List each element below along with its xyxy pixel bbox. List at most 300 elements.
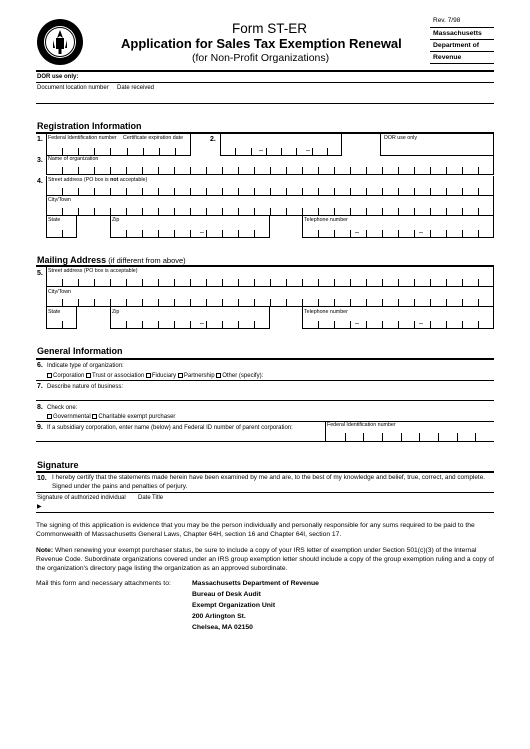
- cell-divider: [158, 230, 159, 238]
- cell-divider: [62, 299, 63, 307]
- cell-divider: [446, 230, 447, 238]
- cell-divider: [174, 188, 175, 196]
- option-fiduciary[interactable]: Fiduciary: [146, 373, 176, 379]
- cell-divider: [270, 188, 271, 196]
- cell-divider: [110, 208, 111, 216]
- cell-divider: [478, 167, 479, 175]
- cell-divider: [222, 230, 223, 238]
- address-line-2: Bureau of Desk Audit: [192, 591, 261, 598]
- cell-divider: [302, 299, 303, 307]
- dash: –: [419, 229, 423, 236]
- cell-divider: [62, 188, 63, 196]
- cell-divider: [318, 279, 319, 287]
- option-other[interactable]: Other (specify):: [216, 373, 263, 379]
- cell-divider: [142, 167, 143, 175]
- cell-divider: [206, 299, 207, 307]
- cell-divider: [414, 299, 415, 307]
- cell-divider: [175, 148, 176, 156]
- cell-divider: [430, 299, 431, 307]
- dash: –: [259, 147, 263, 154]
- mailing-state-label: State: [48, 309, 61, 315]
- cell-divider: [382, 321, 383, 329]
- cell-divider: [222, 208, 223, 216]
- cell-divider: [398, 188, 399, 196]
- cell-divider: [110, 299, 111, 307]
- item-3-number: 3.: [37, 157, 43, 164]
- cell-divider: [158, 299, 159, 307]
- cell-divider: [366, 230, 367, 238]
- cell-divider: [174, 230, 175, 238]
- dept-rule-bottom: [430, 63, 494, 64]
- cell-divider: [414, 321, 415, 329]
- item-5-number: 5.: [37, 270, 43, 277]
- cell-divider: [126, 299, 127, 307]
- cell-divider: [334, 299, 335, 307]
- cell-divider: [318, 321, 319, 329]
- cell-divider: [94, 299, 95, 307]
- sig-bottom-rule: [36, 512, 494, 513]
- cert-exp-label: Certificate expiration date: [123, 135, 184, 141]
- date-received-label: Date received: [117, 85, 155, 91]
- cell-divider: [206, 167, 207, 175]
- state-seal: [36, 18, 84, 66]
- cell-divider: [206, 279, 207, 287]
- cell-divider: [382, 279, 383, 287]
- q9-rule: [36, 441, 494, 442]
- q7-rule: [36, 400, 494, 401]
- cell-divider: [62, 279, 63, 287]
- form-number: Form ST-ER: [232, 21, 308, 36]
- certification-text: I hereby certify that the statements made herein have been examined by me and are, to the best of my knowledge and belief, true, correct, and complete. Signed under the pains and penalties of perjury.: [52, 474, 486, 490]
- cell-divider: [174, 279, 175, 287]
- cell-divider: [478, 321, 479, 329]
- q9-label: If a subsidiary corporation, enter name (below) and Federal ID number of parent corporation:: [47, 425, 293, 431]
- cell-divider: [281, 148, 282, 156]
- cell-divider: [430, 208, 431, 216]
- cell-divider: [334, 230, 335, 238]
- cell-divider: [270, 208, 271, 216]
- cell-divider: [78, 167, 79, 175]
- cell-divider: [110, 167, 111, 175]
- mailing-city-label: City/Town: [48, 289, 71, 295]
- cell-divider: [254, 167, 255, 175]
- cell-divider: [254, 230, 255, 238]
- sign-here-arrow-icon: ▶: [37, 504, 42, 510]
- cell-divider: [270, 299, 271, 307]
- cell-divider: [334, 188, 335, 196]
- signature-field[interactable]: [46, 502, 494, 511]
- signature-title: Signature: [37, 460, 79, 470]
- cell-divider: [296, 148, 297, 156]
- org-name-label: Name of organization: [48, 156, 99, 162]
- mail-intro: Mail this form and necessary attachments to:: [36, 580, 171, 587]
- cell-divider: [62, 230, 63, 238]
- cell-divider: [446, 321, 447, 329]
- form-subtitle: (for Non-Profit Organizations): [192, 52, 330, 64]
- cell-divider: [398, 279, 399, 287]
- cell-divider: [446, 167, 447, 175]
- cell-divider: [110, 188, 111, 196]
- cell-divider: [430, 188, 431, 196]
- doc-location-label: Document location number: [37, 85, 109, 91]
- cell-divider: [159, 148, 160, 156]
- cell-divider: [174, 208, 175, 216]
- cell-divider: [327, 148, 328, 156]
- dash: –: [355, 320, 359, 327]
- cell-divider: [94, 148, 95, 156]
- cell-divider: [251, 148, 252, 156]
- cell-divider: [190, 230, 191, 238]
- checkbox[interactable]: [47, 414, 52, 419]
- dept-line-1: Massachusetts: [433, 30, 482, 37]
- cell-divider: [270, 167, 271, 175]
- checkbox[interactable]: [216, 373, 221, 378]
- cell-divider: [142, 208, 143, 216]
- cell-divider: [302, 188, 303, 196]
- cell-divider: [158, 279, 159, 287]
- cell-divider: [478, 299, 479, 307]
- cell-divider: [238, 299, 239, 307]
- cell-divider: [126, 279, 127, 287]
- cell-divider: [158, 188, 159, 196]
- cell-divider: [457, 433, 458, 441]
- state-label: State: [48, 217, 61, 223]
- cell-divider: [142, 230, 143, 238]
- cell-divider: [446, 299, 447, 307]
- item-1-number: 1.: [37, 136, 43, 143]
- option-charitable[interactable]: Charitable exempt purchaser: [92, 414, 175, 420]
- cell-divider: [62, 321, 63, 329]
- q8-rule: [36, 421, 494, 422]
- checkbox[interactable]: [146, 373, 151, 378]
- cell-divider: [366, 188, 367, 196]
- cell-divider: [126, 321, 127, 329]
- dash: –: [200, 229, 204, 236]
- cell-divider: [350, 299, 351, 307]
- option-corporation[interactable]: Corporation: [47, 373, 84, 379]
- cell-divider: [206, 230, 207, 238]
- dor-bottom-rule: [36, 103, 494, 104]
- cell-divider: [446, 279, 447, 287]
- cell-divider: [350, 188, 351, 196]
- cell-divider: [382, 208, 383, 216]
- dept-rule-2: [430, 39, 494, 40]
- cell-divider: [430, 279, 431, 287]
- item-7-number: 7.: [37, 383, 43, 390]
- option-governmental[interactable]: Governmental: [47, 414, 91, 420]
- cell-divider: [78, 188, 79, 196]
- cell-divider: [222, 188, 223, 196]
- cell-divider: [382, 299, 383, 307]
- cell-divider: [350, 208, 351, 216]
- address-line-4: 200 Arlington St.: [192, 613, 246, 620]
- cell-divider: [127, 148, 128, 156]
- cell-divider: [398, 299, 399, 307]
- q6-label: Indicate type of organization:: [47, 363, 124, 369]
- general-rule: [36, 358, 494, 360]
- q6-options: [47, 373, 263, 379]
- cell-divider: [238, 208, 239, 216]
- telephone-label: Telephone number: [304, 217, 348, 223]
- cell-divider: [366, 321, 367, 329]
- cell-divider: [478, 188, 479, 196]
- mailing-telephone-label: Telephone number: [304, 309, 348, 315]
- cell-divider: [238, 230, 239, 238]
- cell-divider: [126, 188, 127, 196]
- mailing-street-label: Street address (PO box is acceptable): [48, 268, 138, 274]
- parent-name-field[interactable]: [36, 432, 324, 441]
- cell-divider: [62, 167, 63, 175]
- cell-divider: [158, 321, 159, 329]
- cell-divider: [398, 208, 399, 216]
- cell-divider: [446, 188, 447, 196]
- dash: –: [200, 320, 204, 327]
- dor-use-only-label: DOR use only: [384, 135, 417, 141]
- cell-divider: [143, 148, 144, 156]
- cell-divider: [126, 208, 127, 216]
- option-trust[interactable]: Trust or association: [86, 373, 144, 379]
- cell-divider: [222, 279, 223, 287]
- cell-divider: [286, 299, 287, 307]
- cell-divider: [302, 208, 303, 216]
- cell-divider: [110, 148, 111, 156]
- cell-divider: [190, 299, 191, 307]
- option-partnership[interactable]: Partnership: [178, 373, 215, 379]
- q6-rule: [36, 380, 494, 381]
- liability-paragraph: The signing of this application is evidence that you may be the person individually and personally responsible for any sums required to be paid to the Commonwealth of Massachusetts General Laws, Chapter 64H, section 16 and Chapter 64I, section 17.: [36, 522, 475, 538]
- cell-divider: [62, 148, 63, 156]
- date-label: Date: [138, 495, 151, 501]
- cell-divider: [158, 167, 159, 175]
- cell-divider: [318, 208, 319, 216]
- cell-divider: [235, 148, 236, 156]
- cell-divider: [142, 321, 143, 329]
- dept-rule-3: [430, 51, 494, 52]
- title-label: Title: [152, 495, 164, 501]
- mailing-zip-label: Zip: [112, 309, 120, 315]
- cell-divider: [414, 230, 415, 238]
- form-title: Application for Sales Tax Exemption Renewal: [121, 36, 402, 51]
- signature-rule: [36, 471, 494, 473]
- cell-divider: [414, 188, 415, 196]
- cell-divider: [462, 321, 463, 329]
- item-4-number: 4.: [37, 178, 43, 185]
- federal-id-label: Federal Identification number: [48, 135, 117, 141]
- cell-divider: [414, 208, 415, 216]
- cell-divider: [142, 188, 143, 196]
- cell-divider: [350, 321, 351, 329]
- dash: –: [306, 147, 310, 154]
- cell-divider: [158, 208, 159, 216]
- note-paragraph: Note: When renewing your exempt purchaser status, be sure to include a copy of your IRS letter of exemption under Section 501(c)(3) of the Internal Revenue Code. Subordinate organizations covered under an IRS group exemption letter should include a copy of the group exemption ruling and a copy of the organization's directory page listing the organization as an approved subordinate.: [36, 547, 495, 572]
- dor-top-rule: [36, 70, 494, 72]
- cell-divider: [334, 321, 335, 329]
- cell-divider: [334, 208, 335, 216]
- cell-divider: [318, 299, 319, 307]
- cell-divider: [318, 188, 319, 196]
- cell-divider: [190, 167, 191, 175]
- cell-divider: [78, 299, 79, 307]
- cell-divider: [363, 433, 364, 441]
- cell-divider: [462, 279, 463, 287]
- cell-divider: [350, 230, 351, 238]
- cell-divider: [270, 279, 271, 287]
- cell-divider: [462, 208, 463, 216]
- cell-divider: [345, 433, 346, 441]
- cell-divider: [475, 433, 476, 441]
- cell-divider: [78, 208, 79, 216]
- cell-divider: [190, 321, 191, 329]
- cell-divider: [286, 167, 287, 175]
- cell-divider: [174, 321, 175, 329]
- cell-divider: [318, 230, 319, 238]
- cell-divider: [78, 279, 79, 287]
- address-line-5: Chelsea, MA 02150: [192, 624, 253, 631]
- cell-divider: [414, 279, 415, 287]
- address-line-1: Massachusetts Department of Revenue: [192, 580, 319, 587]
- cell-divider: [254, 321, 255, 329]
- doc-location-field[interactable]: [36, 92, 494, 102]
- cell-divider: [419, 433, 420, 441]
- cell-divider: [94, 167, 95, 175]
- cell-divider: [398, 321, 399, 329]
- cell-divider: [206, 188, 207, 196]
- item-9-number: 9.: [37, 424, 43, 431]
- cell-divider: [382, 230, 383, 238]
- cell-divider: [238, 321, 239, 329]
- dept-line-2: Department of: [433, 42, 480, 49]
- checkbox[interactable]: [47, 373, 52, 378]
- cell-divider: [174, 299, 175, 307]
- dept-rule-top: [430, 27, 494, 28]
- cell-divider: [254, 299, 255, 307]
- cell-divider: [462, 167, 463, 175]
- sig-label: Signature of authorized individual: [37, 495, 126, 501]
- dash: –: [419, 320, 423, 327]
- checkbox[interactable]: [178, 373, 183, 378]
- cell-divider: [286, 208, 287, 216]
- cell-divider: [350, 279, 351, 287]
- cell-divider: [414, 167, 415, 175]
- item-6-number: 6.: [37, 362, 43, 369]
- cell-divider: [366, 208, 367, 216]
- checkbox[interactable]: [92, 414, 97, 419]
- cell-divider: [334, 279, 335, 287]
- dept-line-3: Revenue: [433, 54, 462, 61]
- cell-divider: [398, 167, 399, 175]
- cell-divider: [302, 167, 303, 175]
- item-10-number: 10.: [37, 475, 47, 482]
- item-8-number: 8.: [37, 404, 43, 411]
- q8-options: [47, 414, 175, 420]
- cell-divider: [254, 188, 255, 196]
- cell-divider: [382, 167, 383, 175]
- cell-divider: [110, 279, 111, 287]
- dash: –: [355, 229, 359, 236]
- cell-divider: [222, 299, 223, 307]
- cell-divider: [254, 208, 255, 216]
- other-specify-field[interactable]: [262, 370, 494, 379]
- q8-label: Check one:: [47, 405, 78, 411]
- cell-divider: [190, 279, 191, 287]
- cell-divider: [174, 167, 175, 175]
- cell-divider: [238, 188, 239, 196]
- cell-divider: [462, 188, 463, 196]
- cell-divider: [302, 279, 303, 287]
- cell-divider: [266, 148, 267, 156]
- cell-divider: [190, 208, 191, 216]
- cell-divider: [430, 230, 431, 238]
- cell-divider: [401, 433, 402, 441]
- cell-divider: [430, 321, 431, 329]
- street-label: Street address (PO box is not acceptable): [48, 177, 148, 183]
- zip-label: Zip: [112, 217, 120, 223]
- item-2-number: 2.: [210, 136, 216, 143]
- cell-divider: [142, 279, 143, 287]
- cell-divider: [478, 208, 479, 216]
- cell-divider: [94, 188, 95, 196]
- cell-divider: [254, 279, 255, 287]
- cell-divider: [286, 188, 287, 196]
- cell-divider: [446, 208, 447, 216]
- registration-title: Registration Information: [37, 121, 142, 131]
- general-title: General Information: [37, 346, 123, 356]
- cell-divider: [430, 167, 431, 175]
- cell-divider: [382, 433, 383, 441]
- cell-divider: [238, 279, 239, 287]
- q7-label: Describe nature of business:: [47, 384, 124, 390]
- cell-divider: [366, 299, 367, 307]
- dor-mid-rule: [36, 82, 494, 83]
- cell-divider: [222, 321, 223, 329]
- cell-divider: [350, 167, 351, 175]
- cell-divider: [206, 321, 207, 329]
- cell-divider: [190, 188, 191, 196]
- cell-divider: [478, 230, 479, 238]
- cell-divider: [62, 208, 63, 216]
- cell-divider: [366, 279, 367, 287]
- cell-divider: [78, 148, 79, 156]
- parent-fed-id-field[interactable]: [326, 430, 494, 440]
- q9-fed-label: Federal Identification number: [327, 422, 396, 428]
- mailing-title: Mailing Address (if different from above): [37, 255, 186, 265]
- cell-divider: [366, 167, 367, 175]
- cell-divider: [126, 230, 127, 238]
- dor-use-title: DOR use only:: [37, 74, 79, 80]
- cell-divider: [382, 188, 383, 196]
- city-label: City/Town: [48, 197, 71, 203]
- cell-divider: [398, 230, 399, 238]
- cell-divider: [286, 279, 287, 287]
- address-line-3: Exempt Organization Unit: [192, 602, 276, 609]
- cert-rule: [36, 492, 494, 493]
- cell-divider: [126, 167, 127, 175]
- cell-divider: [94, 279, 95, 287]
- revision-label: Rev. 7/98: [433, 17, 461, 24]
- checkbox[interactable]: [86, 373, 91, 378]
- cell-divider: [462, 299, 463, 307]
- cell-divider: [222, 167, 223, 175]
- business-nature-field[interactable]: [36, 391, 494, 400]
- cell-divider: [462, 230, 463, 238]
- cell-divider: [318, 167, 319, 175]
- cell-divider: [238, 167, 239, 175]
- cell-divider: [334, 167, 335, 175]
- cell-divider: [142, 299, 143, 307]
- cell-divider: [438, 433, 439, 441]
- cell-divider: [478, 279, 479, 287]
- cell-divider: [312, 148, 313, 156]
